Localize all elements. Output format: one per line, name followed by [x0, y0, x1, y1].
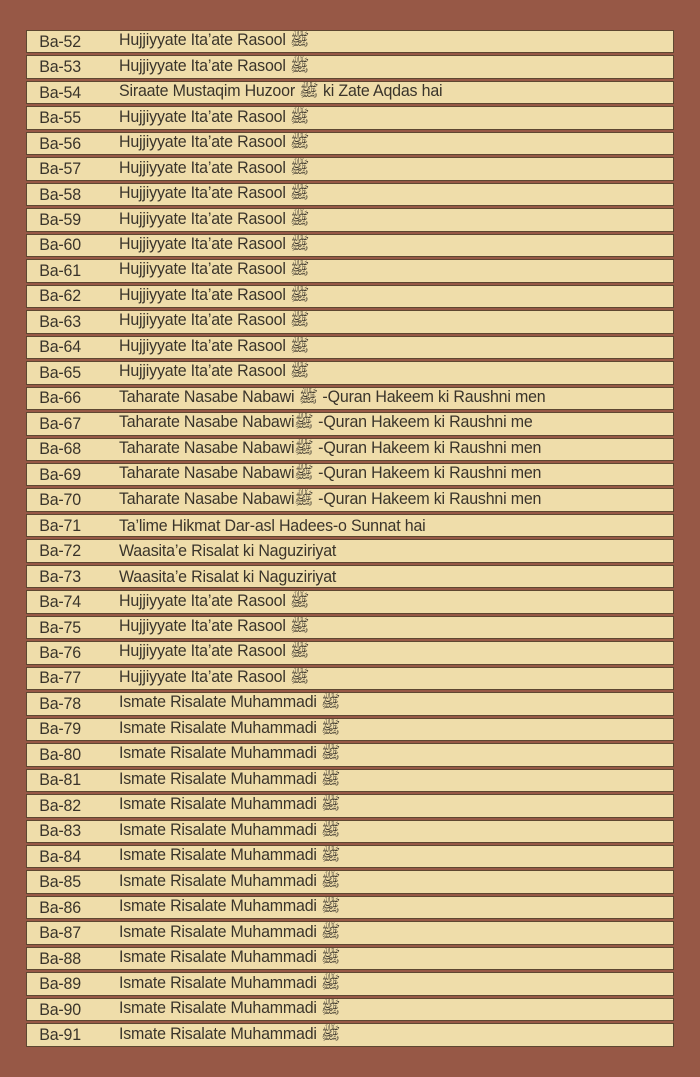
- entry-title: Hujjiyyate Ita’ate Rasool ﷺ: [119, 30, 310, 50]
- list-item[interactable]: [26, 514, 674, 537]
- list-item[interactable]: [26, 208, 674, 231]
- list-item[interactable]: [26, 870, 674, 893]
- entry-title: Ismate Risalate Muhammadi ﷺ: [119, 794, 341, 814]
- entry-title: Taharate Nasabe Nabawiﷺ -Quran Hakeem ki Raushni men: [119, 437, 542, 457]
- entry-title: Ismate Risalate Muhammadi ﷺ: [119, 768, 341, 788]
- list-item[interactable]: [26, 463, 674, 486]
- list-item[interactable]: [26, 947, 674, 970]
- list-item[interactable]: [26, 692, 674, 715]
- list-item[interactable]: [26, 106, 674, 129]
- entry-code: Ba-55: [39, 108, 81, 128]
- entry-code: Ba-61: [39, 260, 81, 280]
- list-item[interactable]: [26, 183, 674, 206]
- entry-code: Ba-52: [39, 31, 81, 51]
- entry-code: Ba-73: [39, 566, 81, 586]
- entry-title: Ismate Risalate Muhammadi ﷺ: [119, 1023, 341, 1043]
- entry-code: Ba-85: [39, 872, 81, 892]
- list-item[interactable]: [26, 30, 674, 53]
- entry-title: Ismate Risalate Muhammadi ﷺ: [119, 947, 341, 967]
- entry-title: Hujjiyyate Ita’ate Rasool ﷺ: [119, 590, 310, 610]
- list-item[interactable]: [26, 794, 674, 817]
- entry-title: Ismate Risalate Muhammadi ﷺ: [119, 845, 341, 865]
- entry-code: Ba-74: [39, 592, 81, 612]
- entry-code: Ba-67: [39, 413, 81, 433]
- lecture-index-list: [26, 30, 674, 1047]
- entry-code: Ba-78: [39, 693, 81, 713]
- list-item[interactable]: [26, 896, 674, 919]
- entry-title: Hujjiyyate Ita’ate Rasool ﷺ: [119, 616, 310, 636]
- list-item[interactable]: [26, 998, 674, 1021]
- entry-code: Ba-76: [39, 642, 81, 662]
- entry-code: Ba-66: [39, 388, 81, 408]
- list-item[interactable]: [26, 667, 674, 690]
- entry-title: Ismate Risalate Muhammadi ﷺ: [119, 819, 341, 839]
- entry-title: Hujjiyyate Ita’ate Rasool ﷺ: [119, 157, 310, 177]
- entry-code: Ba-53: [39, 57, 81, 77]
- entry-title: Taharate Nasabe Nabawiﷺ -Quran Hakeem ki Raushni men: [119, 463, 542, 483]
- entry-code: Ba-80: [39, 744, 81, 764]
- entry-code: Ba-54: [39, 82, 81, 102]
- list-item[interactable]: [26, 845, 674, 868]
- entry-code: Ba-58: [39, 184, 81, 204]
- list-item[interactable]: [26, 132, 674, 155]
- entry-title: Hujjiyyate Ita’ate Rasool ﷺ: [119, 666, 310, 686]
- entry-code: Ba-89: [39, 974, 81, 994]
- entry-code: Ba-71: [39, 515, 81, 535]
- list-item[interactable]: [26, 157, 674, 180]
- list-item[interactable]: [26, 769, 674, 792]
- entry-code: Ba-88: [39, 948, 81, 968]
- list-item[interactable]: [26, 718, 674, 741]
- entry-title: Ismate Risalate Muhammadi ﷺ: [119, 896, 341, 916]
- list-item[interactable]: [26, 565, 674, 588]
- entry-code: Ba-68: [39, 439, 81, 459]
- list-item[interactable]: [26, 820, 674, 843]
- entry-title: Ismate Risalate Muhammadi ﷺ: [119, 998, 341, 1018]
- list-item[interactable]: [26, 641, 674, 664]
- list-item[interactable]: [26, 310, 674, 333]
- entry-title: Hujjiyyate Ita’ate Rasool ﷺ: [119, 233, 310, 253]
- list-item[interactable]: [26, 590, 674, 613]
- entry-title: Taharate Nasabe Nabawiﷺ -Quran Hakeem ki Raushni me: [119, 412, 533, 432]
- entry-code: Ba-84: [39, 846, 81, 866]
- list-item[interactable]: [26, 972, 674, 995]
- entry-code: Ba-86: [39, 897, 81, 917]
- entry-code: Ba-91: [39, 1025, 81, 1045]
- entry-title: Ismate Risalate Muhammadi ﷺ: [119, 870, 341, 890]
- entry-title: Siraate Mustaqim Huzoor ﷺ ki Zate Aqdas hai: [119, 81, 443, 101]
- list-item[interactable]: [26, 1023, 674, 1046]
- entry-title: Waasita’e Risalat ki Naguziriyat: [119, 566, 337, 586]
- entry-title: Hujjiyyate Ita’ate Rasool ﷺ: [119, 361, 310, 381]
- entry-code: Ba-87: [39, 923, 81, 943]
- list-item[interactable]: [26, 539, 674, 562]
- entry-code: Ba-56: [39, 133, 81, 153]
- entry-title: Ta’lime Hikmat Dar-asl Hadees-o Sunnat hai: [119, 515, 426, 535]
- list-item[interactable]: [26, 285, 674, 308]
- entry-title: Hujjiyyate Ita’ate Rasool ﷺ: [119, 106, 310, 126]
- entry-title: Ismate Risalate Muhammadi ﷺ: [119, 972, 341, 992]
- entry-code: Ba-77: [39, 668, 81, 688]
- entry-code: Ba-57: [39, 159, 81, 179]
- entry-title: Ismate Risalate Muhammadi ﷺ: [119, 692, 341, 712]
- list-item[interactable]: [26, 488, 674, 511]
- list-item[interactable]: [26, 438, 674, 461]
- entry-code: Ba-65: [39, 362, 81, 382]
- list-item[interactable]: [26, 259, 674, 282]
- entry-title: Hujjiyyate Ita’ate Rasool ﷺ: [119, 284, 310, 304]
- entry-title: Hujjiyyate Ita’ate Rasool ﷺ: [119, 132, 310, 152]
- list-item[interactable]: [26, 55, 674, 78]
- list-item[interactable]: [26, 412, 674, 435]
- entry-code: Ba-70: [39, 490, 81, 510]
- entry-title: Hujjiyyate Ita’ate Rasool ﷺ: [119, 641, 310, 661]
- entry-code: Ba-60: [39, 235, 81, 255]
- entry-code: Ba-63: [39, 311, 81, 331]
- entry-title: Hujjiyyate Ita’ate Rasool ﷺ: [119, 55, 310, 75]
- entry-title: Hujjiyyate Ita’ate Rasool ﷺ: [119, 208, 310, 228]
- list-item[interactable]: [26, 743, 674, 766]
- list-item[interactable]: [26, 336, 674, 359]
- entry-code: Ba-90: [39, 999, 81, 1019]
- entry-title: Ismate Risalate Muhammadi ﷺ: [119, 743, 341, 763]
- entry-code: Ba-69: [39, 464, 81, 484]
- entry-title: Taharate Nasabe Nabawi ﷺ -Quran Hakeem ki Raushni men: [119, 386, 546, 406]
- entry-title: Ismate Risalate Muhammadi ﷺ: [119, 921, 341, 941]
- entry-title: Hujjiyyate Ita’ate Rasool ﷺ: [119, 183, 310, 203]
- list-item[interactable]: [26, 387, 674, 410]
- entry-title: Ismate Risalate Muhammadi ﷺ: [119, 717, 341, 737]
- entry-code: Ba-64: [39, 337, 81, 357]
- list-item[interactable]: [26, 361, 674, 384]
- list-item[interactable]: [26, 921, 674, 944]
- entry-code: Ba-81: [39, 770, 81, 790]
- entry-title: Waasita’e Risalat ki Naguziriyat: [119, 541, 337, 561]
- entry-code: Ba-59: [39, 210, 81, 230]
- entry-title: Taharate Nasabe Nabawiﷺ -Quran Hakeem ki Raushni men: [119, 488, 542, 508]
- list-item[interactable]: [26, 234, 674, 257]
- entry-code: Ba-62: [39, 286, 81, 306]
- entry-code: Ba-72: [39, 541, 81, 561]
- entry-title: Hujjiyyate Ita’ate Rasool ﷺ: [119, 335, 310, 355]
- list-item[interactable]: [26, 616, 674, 639]
- entry-title: Hujjiyyate Ita’ate Rasool ﷺ: [119, 310, 310, 330]
- list-item[interactable]: [26, 81, 674, 104]
- entry-code: Ba-83: [39, 821, 81, 841]
- entry-code: Ba-79: [39, 719, 81, 739]
- entry-code: Ba-75: [39, 617, 81, 637]
- entry-title: Hujjiyyate Ita’ate Rasool ﷺ: [119, 259, 310, 279]
- entry-code: Ba-82: [39, 795, 81, 815]
